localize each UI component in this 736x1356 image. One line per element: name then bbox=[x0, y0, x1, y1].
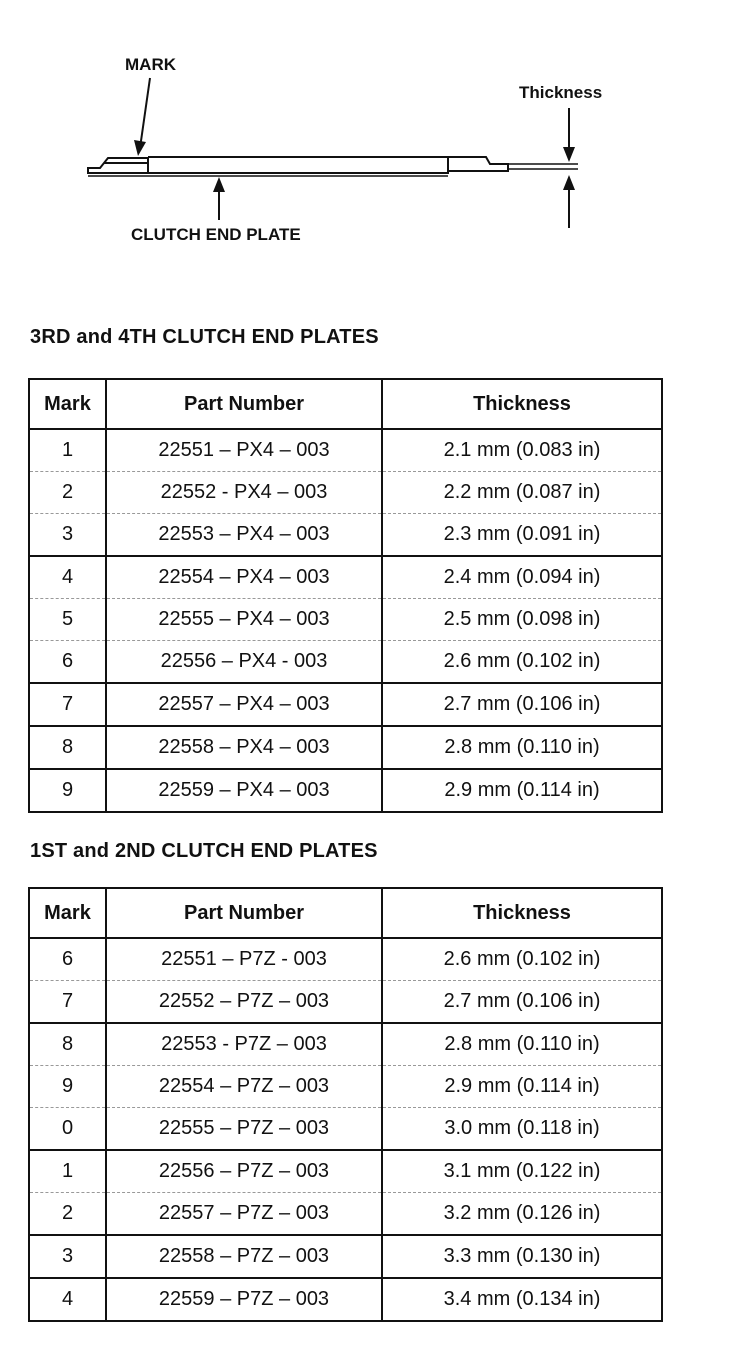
thickness-cell: 3.0 mm (0.118 in) bbox=[382, 1108, 662, 1151]
table2-header-part: Part Number bbox=[106, 888, 382, 938]
part-number-cell: 22552 - PX4 – 003 bbox=[106, 472, 382, 514]
mark-cell: 9 bbox=[29, 769, 106, 812]
table-row bbox=[29, 1066, 662, 1108]
mark-cell: 8 bbox=[29, 726, 106, 769]
table-row bbox=[29, 1193, 662, 1236]
mark-cell: 4 bbox=[29, 1278, 106, 1321]
mark-cell: 6 bbox=[29, 641, 106, 684]
table-row bbox=[29, 938, 662, 981]
table-row bbox=[29, 769, 662, 812]
thickness-cell: 3.3 mm (0.130 in) bbox=[382, 1235, 662, 1278]
table1-header-row bbox=[29, 379, 662, 429]
table1-header-part: Part Number bbox=[106, 379, 382, 429]
part-number-cell: 22552 – P7Z – 003 bbox=[106, 981, 382, 1024]
mark-cell: 8 bbox=[29, 1023, 106, 1066]
mark-cell: 3 bbox=[29, 514, 106, 557]
thickness-cell: 3.4 mm (0.134 in) bbox=[382, 1278, 662, 1321]
table2 bbox=[28, 887, 663, 1322]
mark-cell: 9 bbox=[29, 1066, 106, 1108]
plate-label: CLUTCH END PLATE bbox=[131, 225, 301, 244]
thickness-cell: 2.3 mm (0.091 in) bbox=[382, 514, 662, 557]
part-number-cell: 22556 – PX4 - 003 bbox=[106, 641, 382, 684]
table-row bbox=[29, 514, 662, 557]
table-row bbox=[29, 1023, 662, 1066]
thickness-cell: 2.9 mm (0.114 in) bbox=[382, 769, 662, 812]
thickness-cell: 2.2 mm (0.087 in) bbox=[382, 472, 662, 514]
table-row bbox=[29, 556, 662, 599]
part-number-cell: 22559 – PX4 – 003 bbox=[106, 769, 382, 812]
table-row bbox=[29, 726, 662, 769]
table1-header-thickness: Thickness bbox=[382, 379, 662, 429]
mark-cell: 4 bbox=[29, 556, 106, 599]
part-number-cell: 22555 – PX4 – 003 bbox=[106, 599, 382, 641]
mark-cell: 1 bbox=[29, 1150, 106, 1193]
table-row bbox=[29, 1108, 662, 1151]
mark-cell: 7 bbox=[29, 683, 106, 726]
table-row bbox=[29, 641, 662, 684]
part-number-cell: 22557 – P7Z – 003 bbox=[106, 1193, 382, 1236]
part-number-cell: 22558 – PX4 – 003 bbox=[106, 726, 382, 769]
mark-cell: 7 bbox=[29, 981, 106, 1024]
mark-arrow-head bbox=[134, 140, 146, 156]
thickness-cell: 3.2 mm (0.126 in) bbox=[382, 1193, 662, 1236]
part-number-cell: 22558 – P7Z – 003 bbox=[106, 1235, 382, 1278]
plate-arrow-head bbox=[213, 177, 225, 192]
thickness-cell: 2.4 mm (0.094 in) bbox=[382, 556, 662, 599]
mark-cell: 0 bbox=[29, 1108, 106, 1151]
table-row bbox=[29, 1150, 662, 1193]
table2-header-row bbox=[29, 888, 662, 938]
thickness-cell: 2.7 mm (0.106 in) bbox=[382, 981, 662, 1024]
part-number-cell: 22551 – P7Z - 003 bbox=[106, 938, 382, 981]
thickness-cell: 2.5 mm (0.098 in) bbox=[382, 599, 662, 641]
table2-title: 1ST and 2ND CLUTCH END PLATES bbox=[30, 840, 378, 862]
table2-header-thickness: Thickness bbox=[382, 888, 662, 938]
table1-header-mark: Mark bbox=[29, 379, 106, 429]
thickness-cell: 2.6 mm (0.102 in) bbox=[382, 641, 662, 684]
clutch-end-plate-diagram bbox=[0, 0, 736, 260]
mark-cell: 2 bbox=[29, 1193, 106, 1236]
mark-cell: 2 bbox=[29, 472, 106, 514]
part-number-cell: 22553 - P7Z – 003 bbox=[106, 1023, 382, 1066]
part-number-cell: 22554 – P7Z – 003 bbox=[106, 1066, 382, 1108]
thickness-cell: 2.9 mm (0.114 in) bbox=[382, 1066, 662, 1108]
part-number-cell: 22559 – P7Z – 003 bbox=[106, 1278, 382, 1321]
thickness-arrow-top-head bbox=[563, 147, 575, 162]
thickness-cell: 2.8 mm (0.110 in) bbox=[382, 1023, 662, 1066]
thickness-cell: 2.8 mm (0.110 in) bbox=[382, 726, 662, 769]
part-number-cell: 22551 – PX4 – 003 bbox=[106, 429, 382, 472]
mark-cell: 5 bbox=[29, 599, 106, 641]
table1 bbox=[28, 378, 663, 813]
mark-cell: 3 bbox=[29, 1235, 106, 1278]
thickness-cell: 3.1 mm (0.122 in) bbox=[382, 1150, 662, 1193]
table1-title: 3RD and 4TH CLUTCH END PLATES bbox=[30, 326, 379, 348]
thickness-arrow-bottom-head bbox=[563, 175, 575, 190]
table-row bbox=[29, 683, 662, 726]
thickness-cell: 2.6 mm (0.102 in) bbox=[382, 938, 662, 981]
mark-arrow-line bbox=[140, 78, 150, 148]
mark-cell: 1 bbox=[29, 429, 106, 472]
thickness-label: Thickness bbox=[519, 83, 603, 102]
table-row bbox=[29, 1235, 662, 1278]
thickness-cell: 2.7 mm (0.106 in) bbox=[382, 683, 662, 726]
plate-cross-section bbox=[88, 157, 578, 176]
mark-label: MARK bbox=[125, 55, 176, 74]
part-number-cell: 22555 – P7Z – 003 bbox=[106, 1108, 382, 1151]
thickness-cell: 2.1 mm (0.083 in) bbox=[382, 429, 662, 472]
part-number-cell: 22557 – PX4 – 003 bbox=[106, 683, 382, 726]
part-number-cell: 22556 – P7Z – 003 bbox=[106, 1150, 382, 1193]
table-row bbox=[29, 599, 662, 641]
table-row bbox=[29, 429, 662, 472]
table2-header-mark: Mark bbox=[29, 888, 106, 938]
part-number-cell: 22554 – PX4 – 003 bbox=[106, 556, 382, 599]
table-row bbox=[29, 981, 662, 1024]
table-row bbox=[29, 472, 662, 514]
part-number-cell: 22553 – PX4 – 003 bbox=[106, 514, 382, 557]
table-row bbox=[29, 1278, 662, 1321]
mark-cell: 6 bbox=[29, 938, 106, 981]
